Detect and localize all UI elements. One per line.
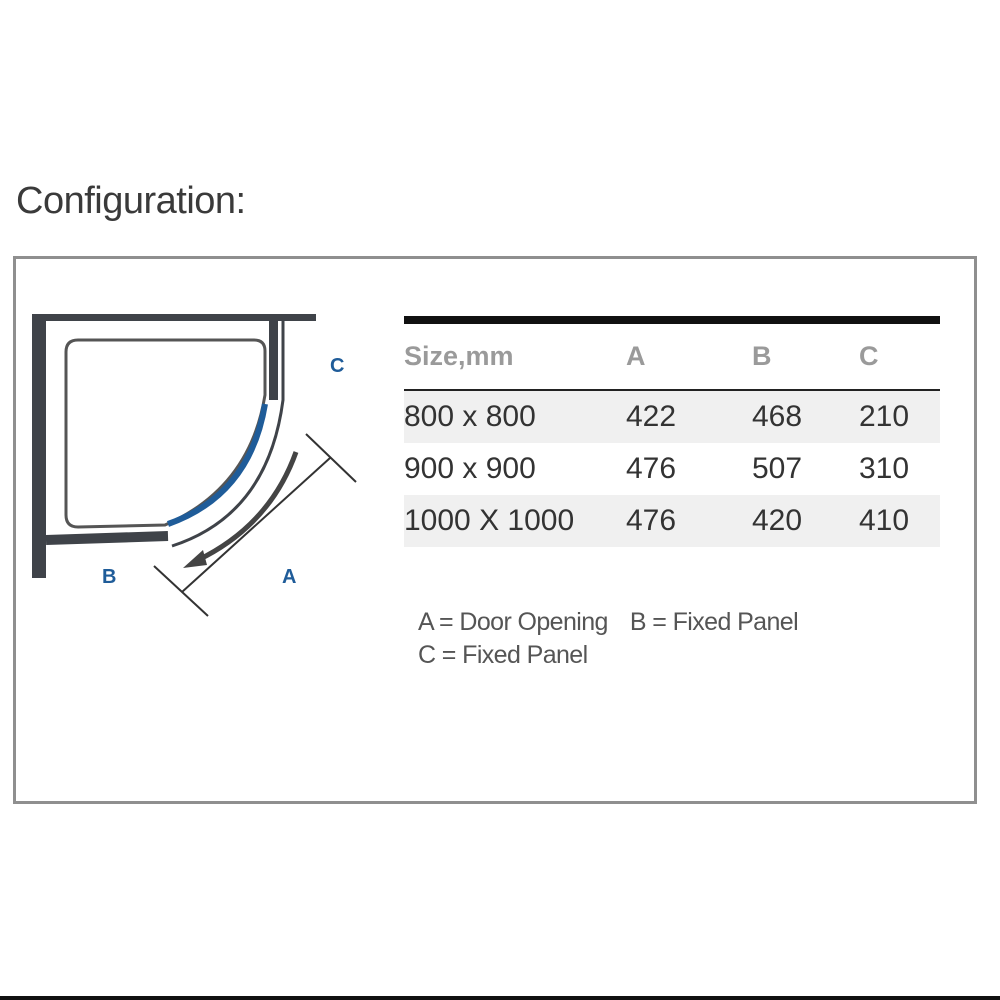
legend-c: C = Fixed Panel	[418, 641, 588, 669]
legend-b: B = Fixed Panel	[629, 608, 799, 636]
header-b: B	[752, 320, 859, 390]
header-c: C	[859, 320, 940, 390]
cell-c: 210	[859, 390, 940, 443]
label-b: B	[102, 566, 117, 588]
cell-b: 507	[752, 452, 803, 485]
table-header-row	[404, 320, 940, 390]
bottom-divider	[0, 996, 1000, 1000]
cell-c: 310	[859, 452, 910, 485]
cell-a: 476	[626, 495, 752, 547]
arrow-head-icon	[183, 550, 207, 568]
top-wall	[32, 314, 316, 321]
left-wall	[32, 314, 46, 578]
fixed-panel-c	[269, 320, 278, 400]
table-row	[404, 443, 940, 495]
dimension-tick-a-bottom	[154, 566, 208, 616]
label-a: A	[282, 566, 297, 588]
shower-tray-outline	[66, 340, 265, 527]
cell-size: 800 x 800	[404, 390, 626, 443]
cell-a: 476	[626, 452, 677, 485]
table-row	[404, 390, 940, 443]
header-a: A	[626, 320, 752, 390]
label-c: C	[330, 355, 345, 377]
door-panel	[168, 404, 265, 524]
cell-size: 1000 X 1000	[404, 495, 626, 547]
header-size: Size,mm	[404, 320, 626, 390]
cell-c: 410	[859, 495, 940, 547]
legend-line-1	[418, 606, 820, 639]
dimension-tick-a-top	[306, 434, 356, 482]
dimension-line-a	[182, 458, 330, 592]
cell-b: 420	[752, 495, 859, 547]
legend	[418, 606, 820, 672]
fixed-panel-b	[46, 536, 168, 540]
cell-b: 468	[752, 390, 859, 443]
size-table	[404, 316, 940, 547]
page-title: Configuration:	[16, 180, 246, 222]
legend-a: A = Door Opening	[418, 608, 608, 636]
table-row	[404, 495, 940, 547]
door-opening-arrow	[198, 452, 296, 560]
cell-size: 900 x 900	[404, 452, 536, 485]
legend-line-2	[418, 639, 820, 672]
cell-a: 422	[626, 390, 752, 443]
